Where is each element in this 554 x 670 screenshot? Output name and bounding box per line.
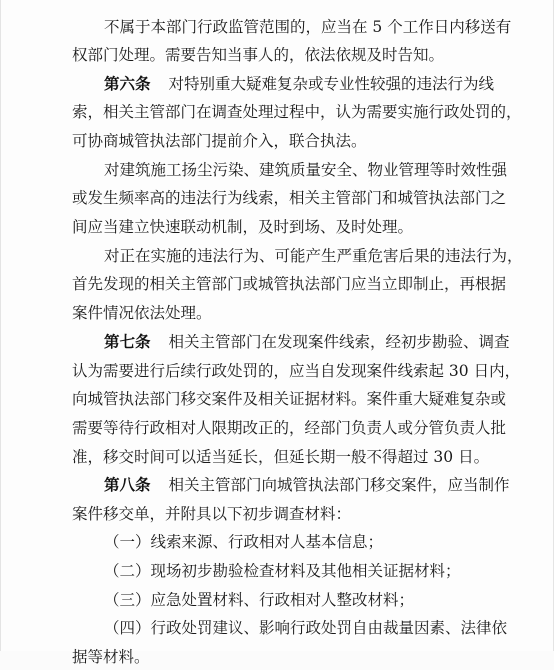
article-heading: 第八条	[104, 476, 151, 494]
article-line	[104, 71, 494, 97]
text-line: 需要等待行政相对人限期改正的，经部门负责人或分管负责人批	[72, 419, 507, 437]
text-line: 对建筑施工扬尘污染、建筑质量安全、物业管理等时效性强	[104, 161, 508, 179]
list-item: （三）应急处置材料、行政相对人整改材料；	[104, 591, 415, 609]
list-item: （二）现场初步勘验检查材料及其他相关证据材料；	[104, 562, 461, 580]
article-text: 对特别重大疑难复杂或专业性较强的违法行为线	[168, 75, 495, 93]
text-line: 认为需要进行后续行政处罚的，应当自发现案件线索起 30 日内，	[72, 362, 521, 380]
article-line	[104, 329, 510, 355]
article-text: 相关主管部门向城管执法部门移交案件，应当制作	[168, 476, 510, 494]
text-line: 案件情况依法处理。	[72, 304, 212, 322]
text-line: 准，移交时间可以适当延长，但延长期一般不得超过 30 日。	[72, 448, 490, 466]
text-line: 对正在实施的违法行为、可能产生严重危害后果的违法行为，	[104, 247, 523, 265]
text-line: 权部门处理。需要告知当事人的，依法依规及时告知。	[72, 46, 445, 64]
text-line: 首先发现的相关主管部门或城管执法部门应当立即制止，再根据	[72, 275, 507, 293]
text-line: 案件移交单，并附具以下初步调查材料：	[72, 505, 352, 523]
article-heading: 第七条	[104, 333, 151, 351]
text-line: 可协商城管执法部门提前介入，联合执法。	[72, 132, 367, 150]
article-line	[104, 472, 510, 498]
article-text: 相关主管部门在发现案件线索，经初步勘验、调查	[168, 333, 510, 351]
text-line: 不属于本部门行政监管范围的，应当在 5 个工作日内移送有	[104, 18, 512, 36]
text-line: 索，相关主管部门在调查处理过程中，认为需要实施行政处罚的，	[72, 103, 522, 121]
article-heading: 第六条	[104, 75, 151, 93]
text-line: 据等材料。	[72, 648, 150, 666]
list-item: （四）行政处罚建议、影响行政处罚自由裁量因素、法律依	[104, 619, 508, 637]
text-line: 向城管执法部门移交案件及相关证据材料。案件重大疑难复杂或	[72, 390, 507, 408]
text-line: 或发生频率高的违法行为线索，相关主管部门和城管执法部门之	[72, 189, 507, 207]
text-line: 间应当建立快速联动机制，及时到场、及时处理。	[72, 218, 414, 236]
list-item: （一）线索来源、行政相对人基本信息；	[104, 533, 384, 551]
